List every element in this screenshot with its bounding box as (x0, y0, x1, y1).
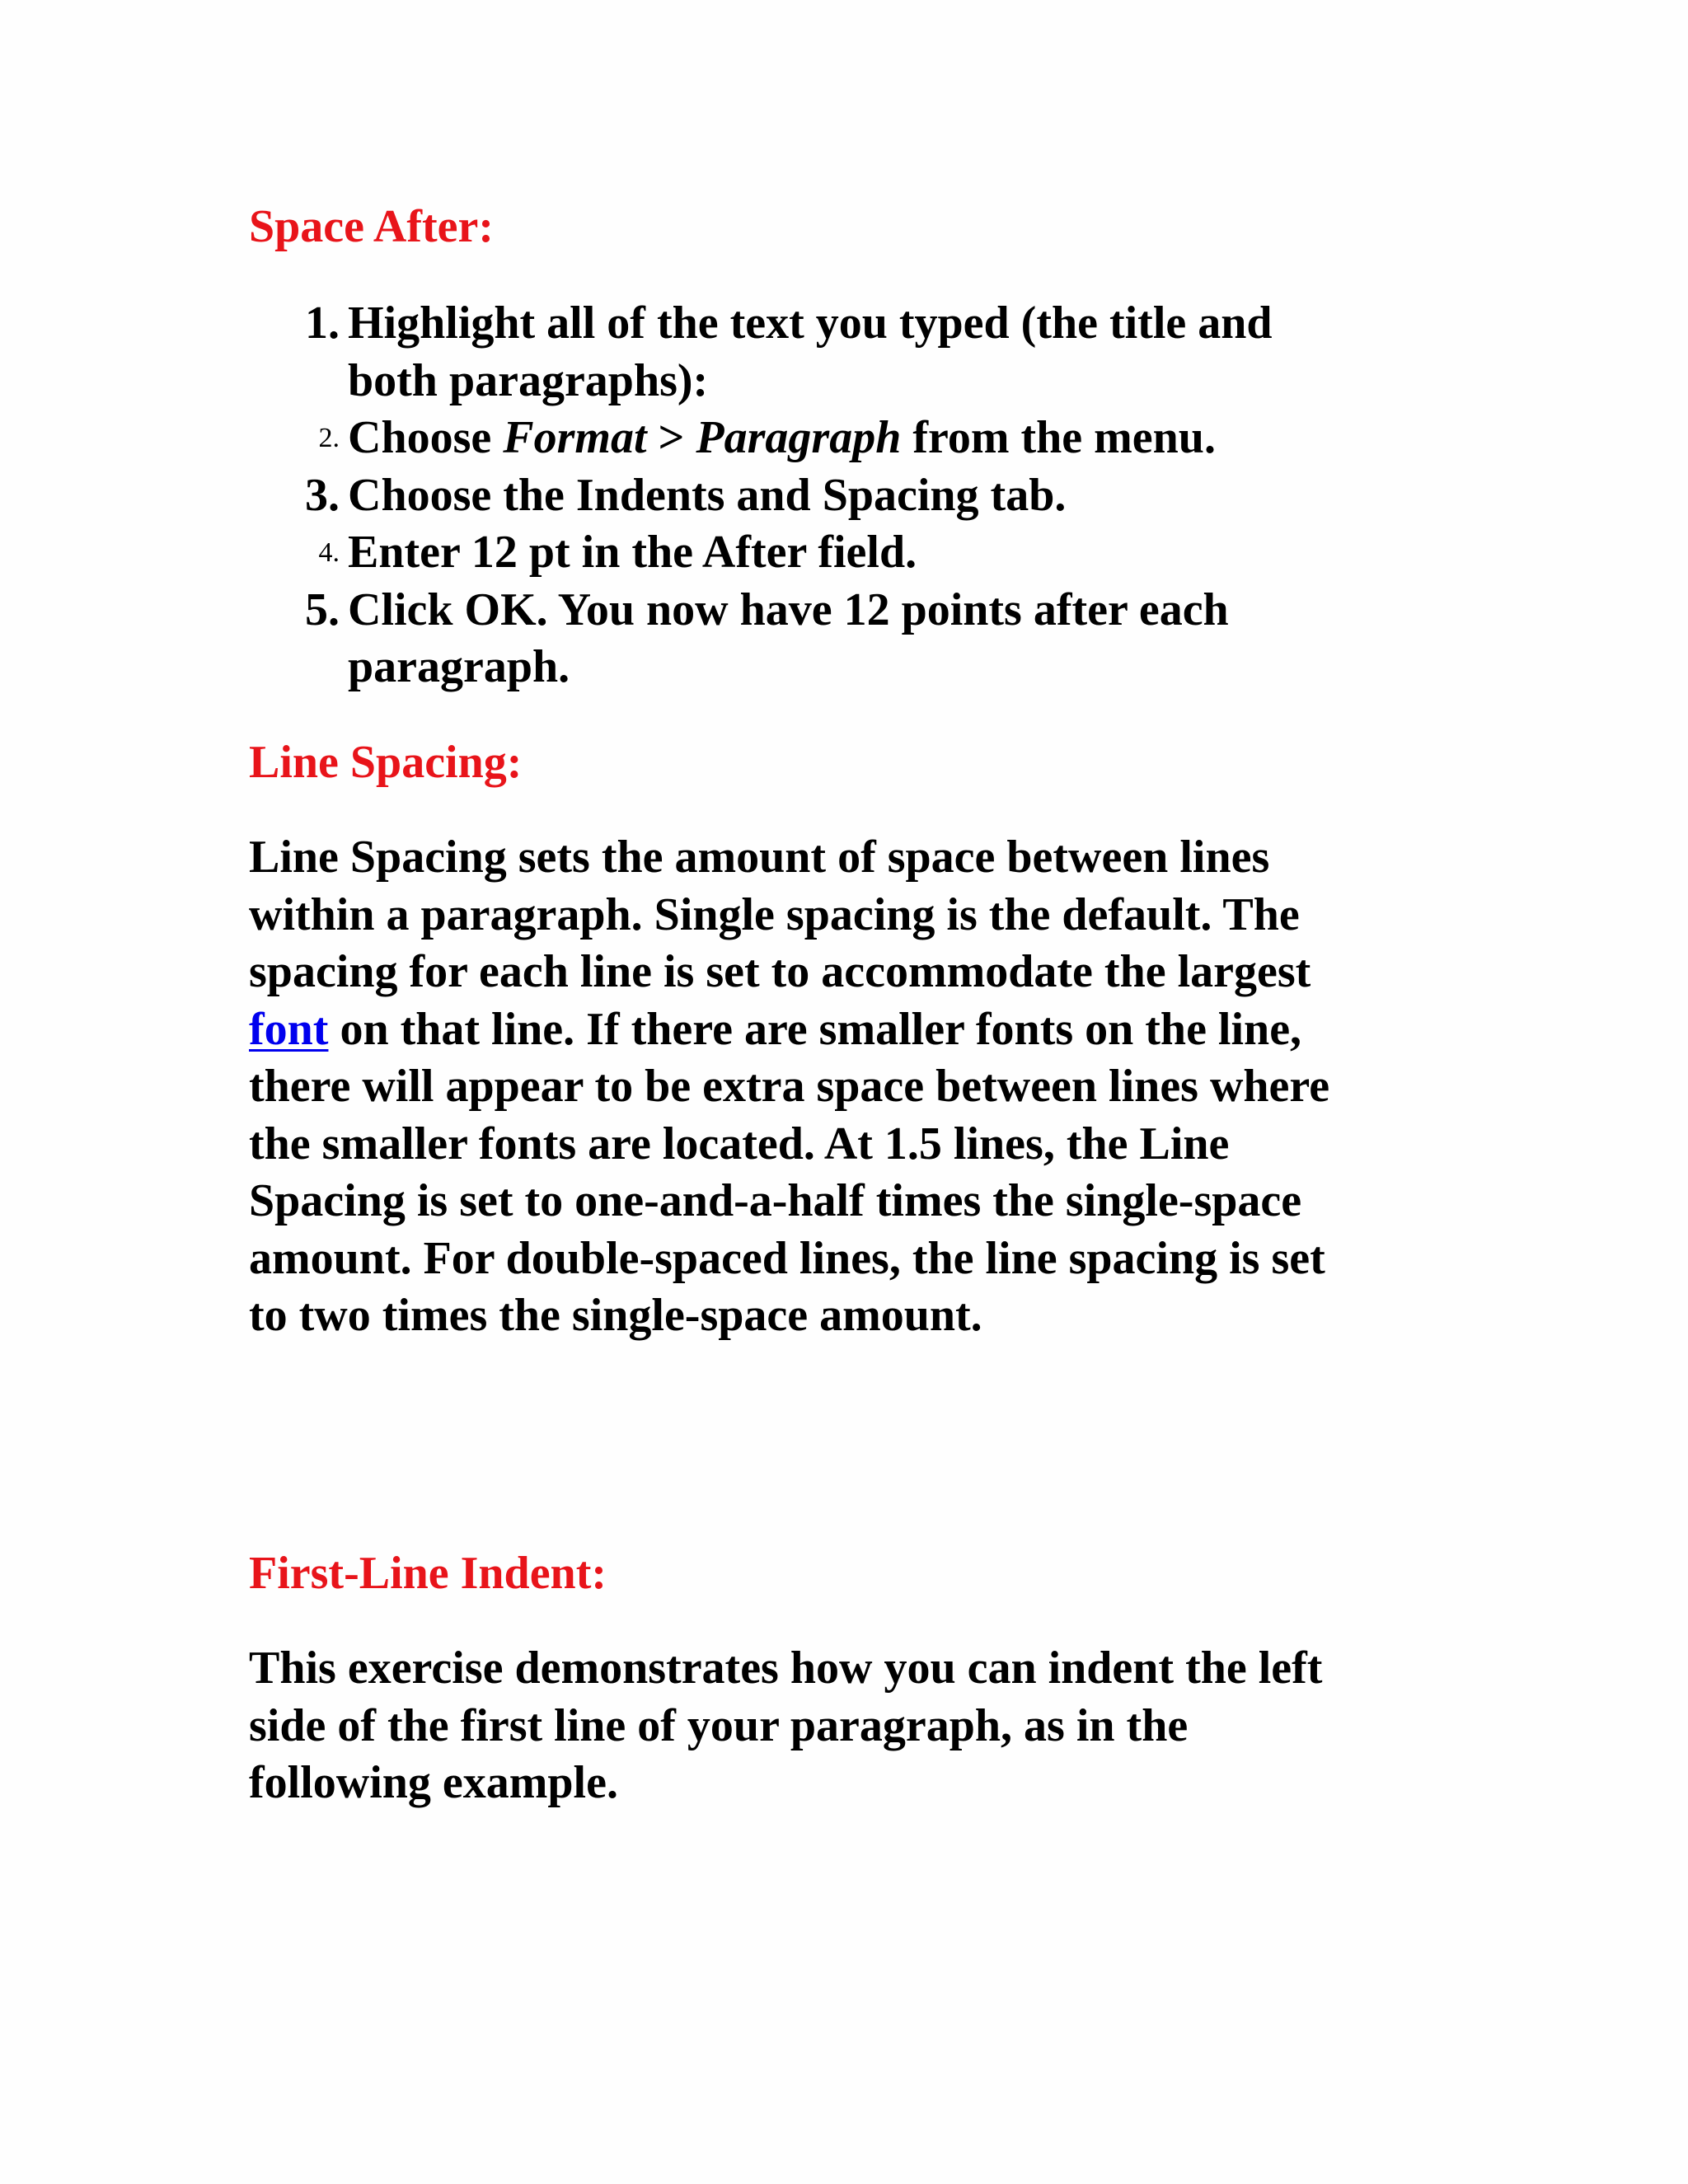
paragraph-line: to two times the single-space amount. (249, 1290, 982, 1341)
step-text-line: Click OK. You now have 12 points after each (348, 583, 1229, 635)
step-2 (247, 410, 1273, 467)
space-after-steps (247, 295, 1273, 696)
step-number: 4. (318, 537, 340, 568)
step-number: 5. (305, 583, 340, 635)
first-line-indent-heading: First-Line Indent: (249, 1548, 607, 1599)
paragraph-line: within a paragraph. Single spacing is the default. The (249, 888, 1300, 940)
font-link[interactable]: font (249, 1003, 329, 1055)
paragraph-line: side of the first line of your paragraph, as in the (249, 1699, 1189, 1751)
step-text-line: Highlight all of the text you typed (the title and (348, 298, 1273, 349)
space-after-heading: Space After: (249, 201, 495, 252)
paragraph-text: on that line. If there are smaller fonts on the line, (328, 1003, 1302, 1055)
step-number: 1. (305, 298, 340, 349)
paragraph-line: spacing for each line is set to accommodate the largest (249, 946, 1311, 997)
paragraph-line: Spacing is set to one-and-a-half times the single-space (249, 1175, 1302, 1226)
step-text: > (646, 412, 696, 463)
first-line-indent-paragraph (249, 1640, 1502, 1812)
menu-format-label: Format (503, 412, 647, 463)
step-5 (247, 582, 1273, 696)
step-1 (247, 295, 1273, 410)
step-text: from the menu. (901, 412, 1216, 463)
step-text: Choose (348, 412, 504, 463)
menu-paragraph-label: Paragraph (696, 412, 902, 463)
paragraph-line (249, 1001, 1502, 1059)
step-text-line: paragraph. (348, 641, 570, 692)
paragraph-line: Line Spacing sets the amount of space between lines (249, 832, 1270, 883)
step-text-line: both paragraphs): (348, 354, 709, 406)
step-text-line (348, 410, 1273, 467)
step-number: 3. (305, 469, 340, 521)
paragraph-line: following example. (249, 1757, 618, 1808)
step-text-line: Choose the Indents and Spacing tab. (348, 469, 1067, 521)
step-4 (247, 524, 1273, 582)
paragraph-line: amount. For double-spaced lines, the line spacing is set (249, 1232, 1325, 1284)
paragraph-line: there will appear to be extra space between lines where (249, 1061, 1330, 1112)
step-3 (247, 467, 1273, 525)
line-spacing-paragraph (249, 829, 1502, 1345)
paragraph-line: This exercise demonstrates how you can indent the left (249, 1643, 1323, 1694)
line-spacing-heading: Line Spacing: (249, 737, 523, 788)
paragraph-line: the smaller fonts are located. At 1.5 lines, the Line (249, 1118, 1230, 1169)
step-number: 2. (318, 423, 340, 453)
step-text-line: Enter 12 pt in the After field. (348, 527, 917, 578)
